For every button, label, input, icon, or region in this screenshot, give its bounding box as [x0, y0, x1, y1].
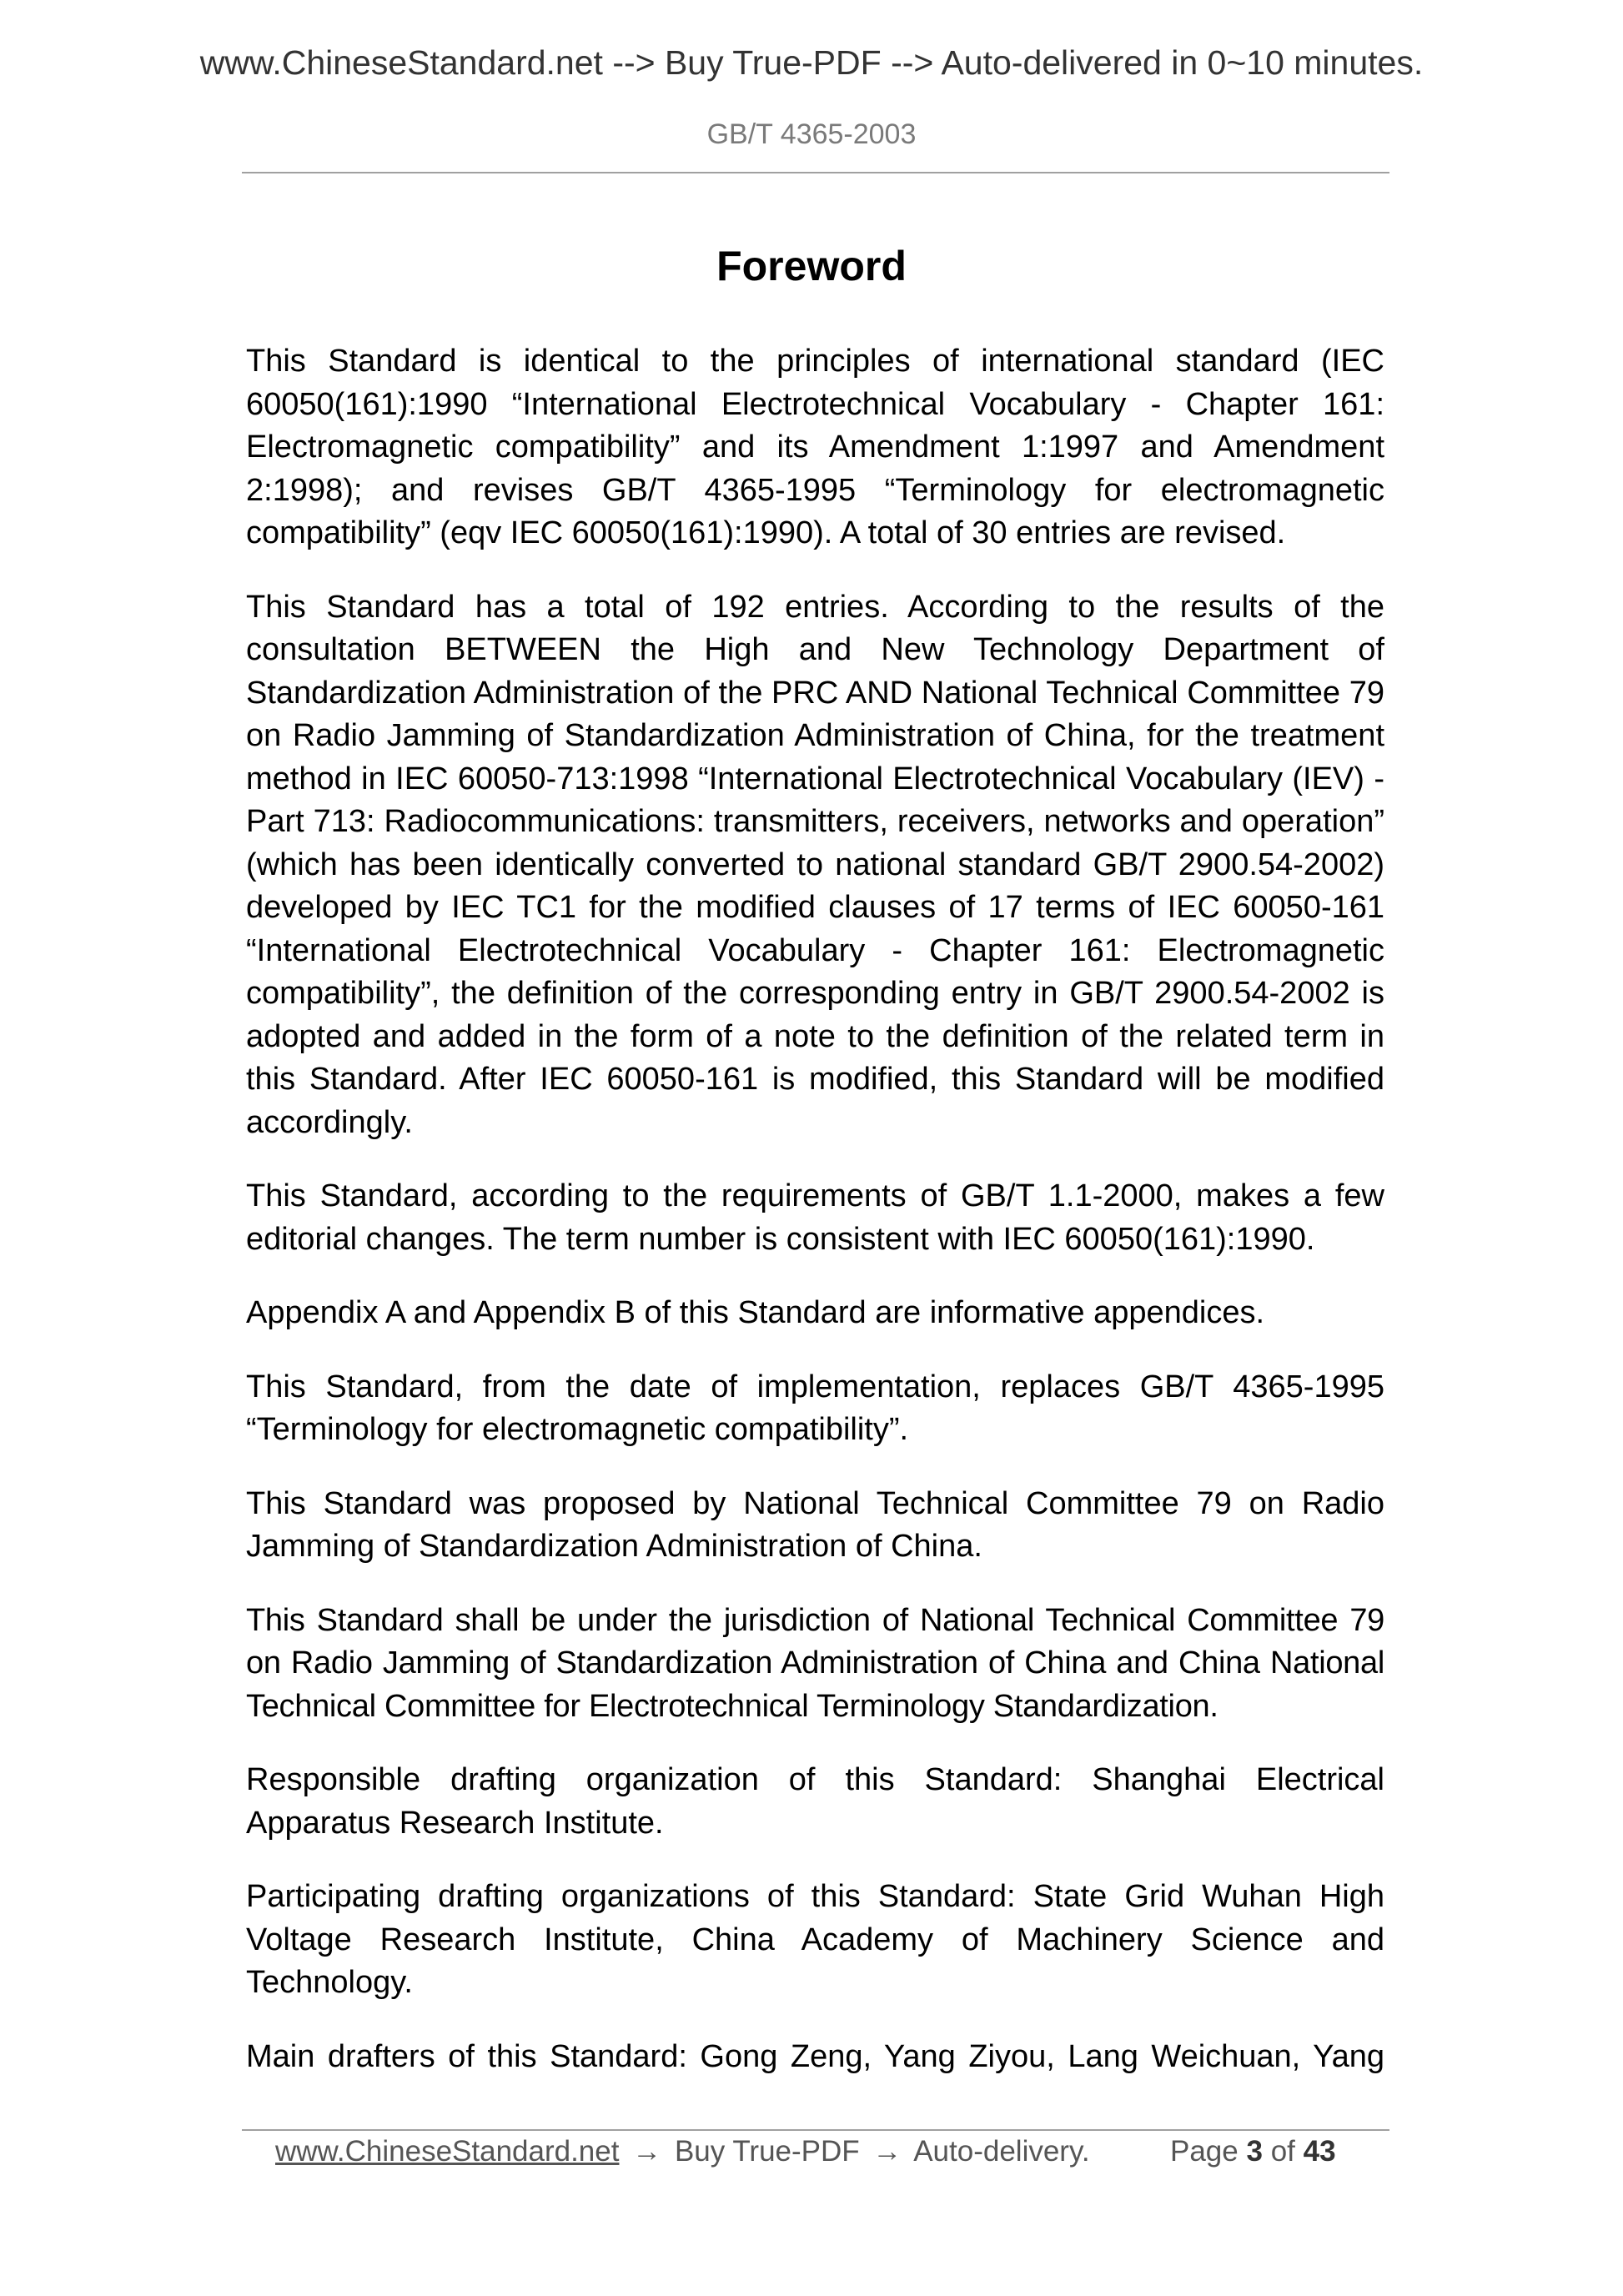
total-pages: 43: [1303, 2135, 1336, 2168]
paragraph-main-drafters: Main drafters of this Standard: Gong Zeng, Yang Ziyou, Lang Weichuan, Yang: [246, 2038, 1384, 2074]
footer-delivery-text: Auto-delivery.: [913, 2135, 1090, 2168]
arrow-right-icon: →: [632, 2135, 662, 2168]
paragraph-entries: This Standard has a total of 192 entries. According to the results of the consultation BETWEEN the High and New Technology Department of Standardization Administration of the PRC AND National Technical Committee 79 on Radio Jamming of Standardization Administration of China, for the treatment method in IEC 60050-713:1998 “International Electrotechnical Vocabulary (IEV) - Part 713: Radiocommunications: transmitters, receivers, networks and operation” (which has been identically converted to national standard GB/T 2900.54-2002) developed by IEC TC1 for the modified clauses of 17 terms of IEC 60050-161 “International Electrotechnical Vocabulary - Chapter 161: Electromagnetic compatibility”, the definition of the corresponding entry in GB/T 2900.54-2002 is adopted and added in the form of a note to the definition of the related term in this Standard. After IEC 60050-161 is modified, this Standard will be modified accordingly.: [246, 589, 1384, 1140]
paragraph-proposed-by: This Standard was proposed by National Technical Committee 79 on Radio Jamming of Standardization Administration of China.: [246, 1485, 1384, 1564]
footer-site-link[interactable]: www.ChineseStandard.net: [275, 2135, 620, 2168]
footer-left: [275, 2135, 1090, 2168]
paragraph-responsible-drafting: Responsible drafting organization of this Standard: Shanghai Electrical Apparatus Research Institute.: [246, 1762, 1384, 1841]
header-divider: [242, 172, 1389, 173]
document-code: GB/T 4365-2003: [706, 118, 917, 150]
page-word: Page: [1170, 2135, 1239, 2168]
paragraph-identical-standard: This Standard is identical to the principles of international standard (IEC 60050(161):1990 “International Electrotechnical Vocabulary - Chapter 161: Electromagnetic compatibility” and its Amendment 1:1997 and Amendment 2:1998); and revises GB/T 4365-1995 “Terminology for electromagnetic compatibility” (eqv IEC 60050(161):1990). A total of 30 entries are revised.: [246, 344, 1384, 550]
paragraph-replaces: This Standard, from the date of implementation, replaces GB/T 4365-1995 “Terminology for electromagnetic compatibility”.: [246, 1369, 1384, 1447]
page-title: Foreword: [716, 243, 907, 289]
of-word: of: [1270, 2135, 1295, 2168]
paragraph-appendices: Appendix A and Appendix B of this Standard are informative appendices.: [246, 1295, 1265, 1330]
footer-divider: [242, 2129, 1389, 2131]
page-footer: [0, 2135, 1623, 2177]
foreword-body: [246, 340, 1384, 2109]
site-banner: www.ChineseStandard.net --> Buy True-PDF --> Auto-delivered in 0~10 minutes.: [199, 43, 1424, 82]
footer-buy-text: Buy True-PDF: [674, 2135, 860, 2168]
paragraph-editorial-changes: This Standard, according to the requirements of GB/T 1.1-2000, makes a few editorial changes. The term number is consistent with IEC 60050(161):1990.: [246, 1178, 1384, 1257]
arrow-right-icon: →: [872, 2135, 902, 2168]
paragraph-participating-drafting: Participating drafting organizations of this Standard: State Grid Wuhan High Voltage Research Institute, China Academy of Machinery Science and Technology.: [246, 1879, 1384, 2000]
paragraph-jurisdiction: This Standard shall be under the jurisdiction of National Technical Committee 79 on Radio Jamming of Standardization Administration of China and China National Technical Committee for Electrotechnical Terminology Standardization.: [246, 1602, 1384, 1724]
page-indicator: [1170, 2135, 1336, 2168]
page-number: 3: [1246, 2135, 1263, 2168]
